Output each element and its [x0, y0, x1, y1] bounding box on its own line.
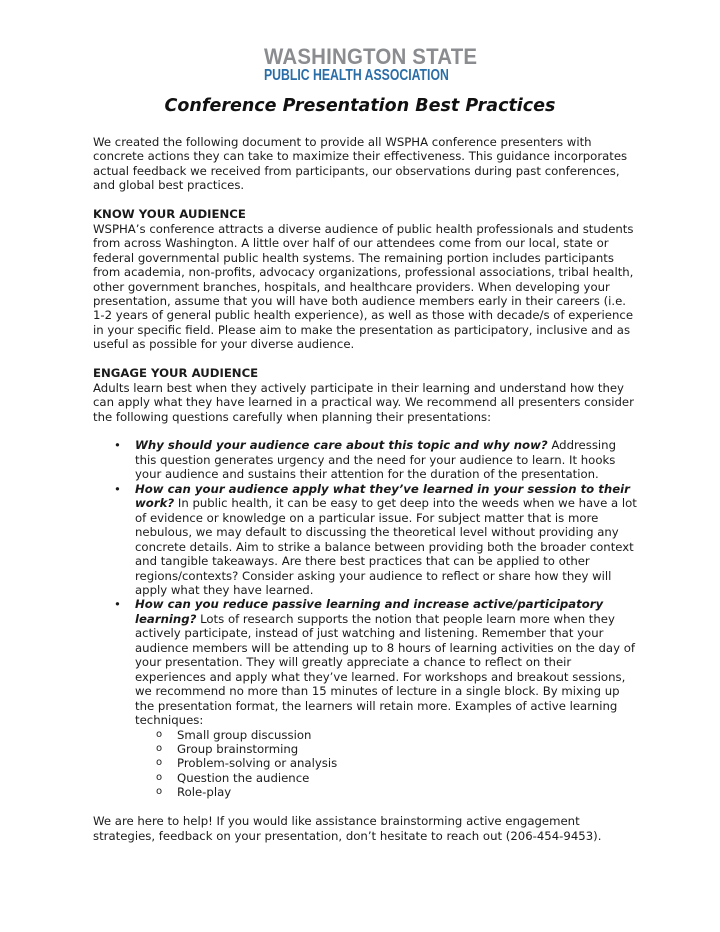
- question-list: [93, 438, 638, 799]
- circle-bullet-icon: o: [156, 728, 163, 740]
- intro-paragraph: We created the following document to provide all WSPHA conference presenters with concrete actions they can take to maximize their effectiveness. This guidance incorporates actual feedback we received from participants, our observations during past conferences, and global best practices.: [93, 135, 628, 193]
- know-audience-heading: KNOW YOUR AUDIENCE: [93, 207, 246, 222]
- circle-bullet-icon: o: [156, 771, 163, 783]
- bullet-text: Addressing this question generates urgency and the need for your audience to learn. It hooks your audience and sustains their attention for the duration of the presentation.: [135, 438, 616, 482]
- bullet-icon: •: [114, 481, 121, 496]
- document-title: Conference Presentation Best Practices: [164, 96, 556, 116]
- bullet-icon: •: [114, 597, 121, 612]
- bullet-text: Lots of research supports the notion that people learn more when they actively participate, instead of just watching and listening. Remember that your audience members will be attending up to 8 hours of learning activities on the day of your presentation. They will greatly appreciate a chance to reflect on their experiences and apply what they’ve learned. For workshops and breakout sessions, we recommend no more than 15 minutes of lecture in a single block. By mixing up the presentation format, the learners will retain more. Examples of active learning techniques:: [135, 611, 635, 728]
- technique-label: Role-play: [177, 785, 232, 800]
- list-item: [135, 785, 638, 799]
- wspha-logo: [264, 44, 478, 84]
- technique-label: Group brainstorming: [177, 741, 299, 756]
- closing-paragraph: We are here to help! If you would like assistance brainstorming active engagement strategies, feedback on your presentation, don’t hesitate to reach out (206-454-9453).: [93, 814, 602, 843]
- list-item: [135, 728, 638, 742]
- technique-label: Problem-solving or analysis: [177, 756, 338, 771]
- list-item: [93, 438, 638, 481]
- bullet-question: Why should your audience care about this topic and why now?: [135, 438, 548, 453]
- list-item: [93, 597, 638, 799]
- logo-line-2: PUBLIC HEALTH ASSOCIATION: [264, 67, 449, 84]
- bullet-question: How can you reduce passive learning and increase active/participatory learning?: [135, 597, 604, 626]
- technique-label: Small group discussion: [177, 727, 312, 742]
- logo-line-1: WASHINGTON STATE: [264, 44, 478, 69]
- list-item: [93, 482, 638, 598]
- bullet-question: How can your audience apply what they’ve learned in your session to their work?: [135, 481, 630, 511]
- bullet-icon: •: [114, 438, 121, 453]
- engage-audience-heading: ENGAGE YOUR AUDIENCE: [93, 366, 259, 381]
- document-body: [93, 135, 638, 843]
- technique-label: Question the audience: [177, 770, 310, 785]
- engage-audience-paragraph: Adults learn best when they actively participate in their learning and understand how they can apply what they have learned in a practical way. We recommend all presenters consider the following questions carefully when planning their presentations:: [93, 380, 634, 424]
- know-audience-paragraph: WSPHA’s conference attracts a diverse audience of public health professionals and students from across Washington. A little over half of our attendees come from our local, state or federal governmental public health systems. The remaining portion includes participants from academia, non-profits, advocacy organizations, professional associations, tribal health, other government branches, hospitals, and healthcare providers. When developing your presentation, assume that you will have both audience members early in their careers (i.e. 1-2 years of general public health experience), as well as those with decade/s of experience in your specific field. Please aim to make the presentation as participatory, inclusive and as useful as possible for your diverse audience.: [93, 221, 634, 352]
- technique-list: [135, 728, 638, 800]
- circle-bullet-icon: o: [156, 786, 163, 798]
- circle-bullet-icon: o: [156, 742, 163, 754]
- list-item: [135, 771, 638, 785]
- bullet-text: In public health, it can be easy to get deep into the weeds when we have a lot of evidence or knowledge on a particular issue. For subject matter that is more nebulous, we may default to discussing the theoretical level without providing any concrete details. Aim to strike a balance between providing both the broader context and tangible takeaways. Are there best practices that can be applied to other regions/contexts? Consider asking your audience to reflect or share how they will apply what they have learned.: [135, 496, 637, 597]
- circle-bullet-icon: o: [156, 757, 163, 769]
- list-item: [135, 742, 638, 756]
- list-item: [135, 756, 638, 770]
